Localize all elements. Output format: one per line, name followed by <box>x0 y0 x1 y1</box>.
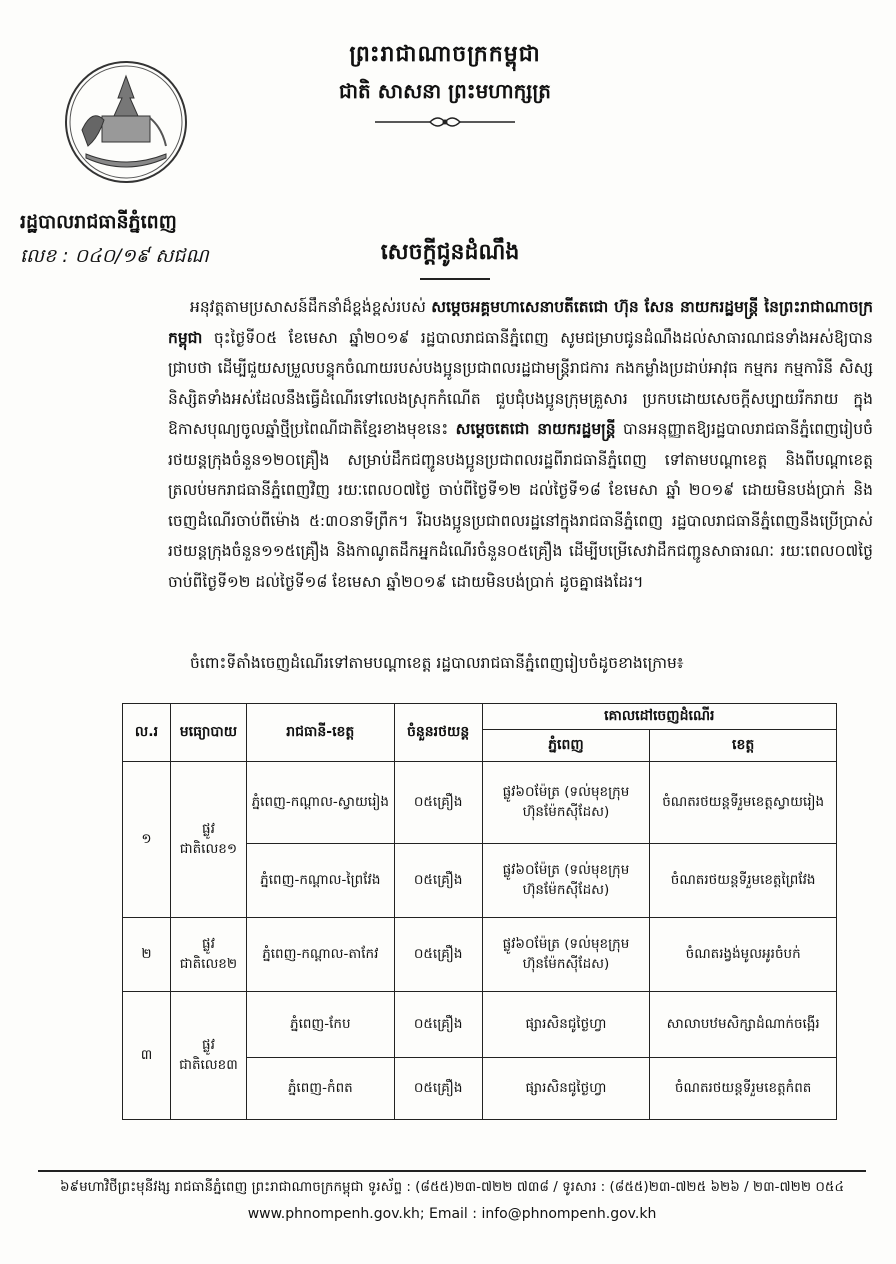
footer-web-email: www.phnompenh.gov.kh; Email : info@phnompenh.gov.kh <box>247 1206 657 1222</box>
footer-divider <box>38 1170 866 1172</box>
cell-route: ភ្នំពេញ-កណ្តាល-តាកែវ <box>246 918 394 992</box>
cell-province-location: ចំណតរថយន្តទីរួមខេត្តកំពត <box>650 1058 837 1120</box>
table-row <box>123 918 837 992</box>
cell-pp-location: ផ្លូវ៦០ម៉ែត្រ (ទល់មុខក្រុមហ៊ុនម៉ែកស៊ីដែស) <box>482 844 650 918</box>
body-p1-mid: ចុះថ្ងៃទី០៥ ខែមេសា ឆ្នាំ២០១៩ រដ្ឋបាលរាជធានីភ្នំពេញ សូមជម្រាបជូនដំណឹងដល់សាធារណជនទាំងអស់ឱ្យបានជ្រាបថា ដើម្បីជួយសម្រួលបន្ទុកចំណាយរបស់បងប្អូនប្រជាពលរដ្ឋជាមន្ត្រីរាជការ កងកម្លាំងប្រដាប់អាវុធ កម្មករ កម្មការិនី សិស្ស និស្សិតទាំងអស់ដែលនឹងធ្វើដំណើរទៅលេងស្រុកកំណើត ជួបជុំបងប្អូនក្រុមគ្រួសារ ប្រកបដោយសេចក្តីសប្បាយរីករាយ ក្នុងឱកាសបុណ្យចូលឆ្នាំថ្មីប្រពៃណីជាតិខ្មែរខាងមុខនេះ <box>168 328 873 438</box>
cell-pp-location: ផ្សារសិនជូថ្ងៃហ្វា <box>482 1058 650 1120</box>
cell-route: ភ្នំពេញ-កណ្តាល-ស្វាយរៀង <box>246 762 394 844</box>
body-p1-pre: អនុវត្តតាមប្រសាសន៍ដឹកនាំដ៏ខ្ពង់ខ្ពស់របស់ <box>190 298 432 316</box>
document-title: សេចក្តីជូនដំណឹង <box>380 240 520 265</box>
cell-no: ២ <box>123 918 171 992</box>
issuing-office: រដ្ឋបាលរាជធានីភ្នំពេញ <box>20 211 177 233</box>
cell-count: ០៥គ្រឿង <box>394 918 482 992</box>
municipal-seal-icon <box>62 58 190 186</box>
cell-pp-location: ផ្លូវ៦០ម៉ែត្រ (ទល់មុខក្រុមហ៊ុនម៉ែកស៊ីដែស) <box>482 762 650 844</box>
body-p1-bold2: សម្តេចតេជោ នាយករដ្ឋមន្ត្រី <box>455 420 616 438</box>
table-row <box>123 992 837 1058</box>
ornament-divider-icon <box>370 112 520 132</box>
notice-body <box>168 292 873 597</box>
cell-pp-location: ផ្សារសិនជូថ្ងៃហ្វា <box>482 992 650 1058</box>
header-road: មធ្យោបាយ <box>170 704 246 762</box>
cell-count: ០៥គ្រឿង <box>394 1058 482 1120</box>
cell-count: ០៥គ្រឿង <box>394 762 482 844</box>
reference-number: លេខ : ០៤០/១៩ សជណ <box>20 245 209 267</box>
cell-route: ភ្នំពេញ-កែប <box>246 992 394 1058</box>
header-no: ល.រ <box>123 704 171 762</box>
cell-province-location: សាលាបឋមសិក្សាដំណាក់ចង្អើរ <box>650 992 837 1058</box>
cell-count: ០៥គ្រឿង <box>394 992 482 1058</box>
header-route: រាជធានី-ខេត្ត <box>246 704 394 762</box>
header-count: ចំនួនរថយន្ត <box>394 704 482 762</box>
cell-route: ភ្នំពេញ-កំពត <box>246 1058 394 1120</box>
table-row <box>123 762 837 844</box>
body-p1-bold: សម្តេចអគ្គមហាសេនាបតីតេជោ ហ៊ុន សែន នាយករដ្ឋមន្ត្រី នៃព្រះរាជាណាចក្រកម្ពុជា <box>168 298 873 347</box>
national-motto: ជាតិ សាសនា ព្រះមហាក្សត្រ <box>339 79 551 103</box>
cell-route: ភ្នំពេញ-កណ្តាល-ព្រៃវែង <box>246 844 394 918</box>
footer-address: ៦៩មហាវិថីព្រះមុនីវង្ស រាជធានីភ្នំពេញ ព្រះរាជាណាចក្រកម្ពុជា ទូរស័ព្ទ : (៨៥៥)២៣-៧២២ ៧៣៨ / ទូរសារ : (៨៥៥)២៣-៧២៥ ៦២៦ / ២៣-៧២២ ០៥៤ <box>59 1179 845 1195</box>
body-p1-post: បានអនុញ្ញាតឱ្យរដ្ឋបាលរាជធានីភ្នំពេញរៀបចំរថយន្តក្រុងចំនួន១២០គ្រឿង សម្រាប់ដឹកជញ្ជូនបងប្អូនប្រជាពលរដ្ឋពីរាជធានីភ្នំពេញ ទៅតាមបណ្តាខេត្ត និងពីបណ្តាខេត្តត្រលប់មករាជធានីភ្នំពេញវិញ រយៈពេល០៧ថ្ងៃ ចាប់ពីថ្ងៃទី១២ ដល់ថ្ងៃទី១៨ ខែមេសា ឆ្នាំ ២០១៩ ដោយមិនបង់ប្រាក់ និងចេញដំណើរចាប់ពីម៉ោង ៥:៣០នាទីព្រឹក។ រីឯបងប្អូនប្រជាពលរដ្ឋនៅក្នុងរាជធានីភ្នំពេញ រដ្ឋបាលរាជធានីភ្នំពេញនឹងប្រើប្រាស់រថយន្តក្រុងចំនួន១១៥គ្រឿង និងកាណូតដឹកអ្នកដំណើរចំនួន០៥គ្រឿង ដើម្បីបម្រើសេវាដឹកជញ្ជូនសាធារណៈ រយៈពេល០៧ថ្ងៃ ចាប់ពីថ្ងៃទី១២ ដល់ថ្ងៃទី១៨ ខែមេសា ឆ្នាំ២០១៩ ដោយមិនបង់ប្រាក់ ដូចគ្នាផងដែរ។ <box>168 420 873 591</box>
cell-no: ១ <box>123 762 171 918</box>
cell-road: ផ្លូវជាតិលេខ១ <box>170 762 246 918</box>
header-departure: គោលដៅចេញដំណើរ <box>482 704 836 730</box>
cell-province-location: ចំណតរថយន្តទីរួមខេត្តស្វាយរៀង <box>650 762 837 844</box>
kingdom-heading: ព្រះរាជាណាចក្រកម្ពុជា <box>349 42 541 67</box>
cell-count: ០៥គ្រឿង <box>394 844 482 918</box>
cell-province-location: ចំណតរង្វង់មូលអូរចំបក់ <box>650 918 837 992</box>
schedule-intro: ចំពោះទីតាំងចេញដំណើរទៅតាមបណ្តាខេត្ត រដ្ឋបាលរាជធានីភ្នំពេញរៀបចំដូចខាងក្រោម៖ <box>190 654 684 672</box>
bus-schedule-table <box>122 703 837 1120</box>
cell-road: ផ្លូវជាតិលេខ២ <box>170 918 246 992</box>
cell-road: ផ្លូវជាតិលេខ៣ <box>170 992 246 1120</box>
cell-province-location: ចំណតរថយន្តទីរួមខេត្តព្រៃវែង <box>650 844 837 918</box>
cell-no: ៣ <box>123 992 171 1120</box>
header-province: ខេត្ត <box>650 730 837 762</box>
cell-pp-location: ផ្លូវ៦០ម៉ែត្រ (ទល់មុខក្រុមហ៊ុនម៉ែកស៊ីដែស) <box>482 918 650 992</box>
title-underline <box>420 278 490 280</box>
header-phnom-penh: ភ្នំពេញ <box>482 730 650 762</box>
